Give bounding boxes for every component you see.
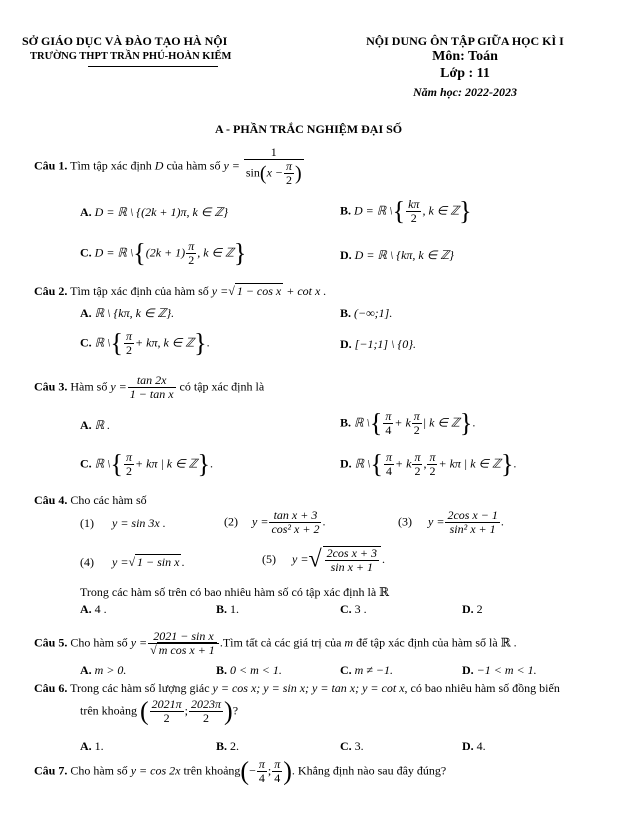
- school-underline: [88, 66, 218, 67]
- q4-option-d[interactable]: D. 2: [462, 602, 483, 616]
- question-1-fraction: 1 sin(x − $\frac{\pi}{2}$ ): [245, 145, 302, 188]
- q4-function-4: (4) y =√ 1 − sin x .: [80, 555, 185, 569]
- q2-option-a[interactable]: A. ℝ \ {kπ, k ∈ ℤ}.: [80, 306, 175, 320]
- question-1-text: Tìm tập xác định: [70, 158, 152, 173]
- q5-option-d[interactable]: D. −1 < m < 1.: [462, 663, 537, 677]
- school-year: Năm học: 2022-2023: [413, 85, 517, 99]
- question-2: Câu 2. Tìm tập xác định của hàm số y =√ 1 − cos x + cot x .: [34, 284, 327, 298]
- q3-option-d[interactable]: D. ℝ \{ $\frac{\pi}{4}$ + k $\frac{\pi}{2}$ , $\frac{\pi}{2}$ + kπ | k ∈ ℤ}.: [340, 449, 517, 479]
- q3-option-b[interactable]: B. ℝ \{ $\frac{\pi}{4}$ + k $\frac{\pi}{2}$ | k ∈ ℤ}.: [340, 408, 476, 438]
- q4-function-2: (2) y = $\frac{\text{tan x + 3}}{\text{cos² x + 2}}$ .: [224, 508, 326, 537]
- q4-option-c[interactable]: C. 3 .: [340, 602, 367, 616]
- q4-function-5: (5) y =√ $\frac{\text{2cos x + 3}}{\text{sin x + 1}}$ .: [262, 546, 386, 575]
- q4-option-a[interactable]: A. 4 .: [80, 602, 107, 616]
- q6-option-c[interactable]: C. 3.: [340, 739, 364, 753]
- q2-option-c[interactable]: C. ℝ \{ $\frac{\pi}{2}$ + kπ, k ∈ ℤ}.: [80, 328, 210, 358]
- q1-option-a[interactable]: A. D = ℝ \ {(2k + 1)π, k ∈ ℤ}: [80, 205, 229, 219]
- question-4: Câu 4. Cho các hàm số: [34, 493, 147, 507]
- document-title: NỘI DUNG ÔN TẬP GIỮA HỌC KÌ I: [366, 34, 564, 48]
- q3-option-c[interactable]: C. ℝ \{ $\frac{\pi}{2}$ + kπ | k ∈ ℤ}.: [80, 449, 213, 479]
- q6-option-b[interactable]: B. 2.: [216, 739, 240, 753]
- question-3: Câu 3. Hàm số y = $\frac{\tan 2x}{\text{1 − tan x}}$ có tập xác định là: [34, 373, 265, 402]
- q4-function-3: (3) y = $\frac{\text{2cos x − 1}}{\text{sin² x + 1}}$ .: [398, 508, 504, 537]
- q4-function-1: (1) y = sin 3x .: [80, 516, 166, 530]
- grade: Lớp : 11: [440, 66, 490, 81]
- q5-option-c[interactable]: C. m ≠ −1.: [340, 663, 394, 677]
- school-name: TRƯỜNG THPT TRẦN PHÚ-HOÀN KIẾM: [30, 51, 232, 62]
- q1-option-b[interactable]: B. D = ℝ \{ $\frac{k\pi}{2}$ , k ∈ ℤ}: [340, 196, 472, 226]
- q3-option-a[interactable]: A. ℝ .: [80, 418, 111, 432]
- q6-option-d[interactable]: D. 4.: [462, 739, 486, 753]
- subject: Môn: Toán: [432, 49, 498, 64]
- q1-option-d[interactable]: D. D = ℝ \ {kπ, k ∈ ℤ}: [340, 248, 454, 262]
- question-1: Câu 1. Tìm tập xác định D của hàm số y = 1 sin(x − $\frac{\pi}{2}$ ): [34, 145, 302, 188]
- question-6: Câu 6. Trong các hàm số lượng giác y = cos x; y = sin x; y = tan x; y = cot x, có bao nhiêu hàm số đồng biến: [34, 681, 560, 695]
- q5-option-b[interactable]: B. 0 < m < 1.: [216, 663, 282, 677]
- question-1-label: Câu 1.: [34, 158, 68, 173]
- q5-option-a[interactable]: A. m > 0.: [80, 663, 127, 677]
- question-7: Câu 7. Cho hàm số y = cos 2x trên khoảng(− $\frac{\pi}{4}$ ; $\frac{\pi}{4}$ ). Khẳng định nào sau đây đúng?: [34, 756, 447, 786]
- q1-option-c[interactable]: C. D = ℝ \{(2k + 1) $\frac{\pi}{2}$ , k ∈ ℤ}: [80, 238, 247, 268]
- question-6-interval: trên khoảng ( $\frac{2021\pi}{2}$ ; $\frac{2023\pi}{2}$ )?: [80, 696, 239, 726]
- section-title: A - PHẦN TRẮC NGHIỆM ĐẠI SỐ: [215, 122, 403, 136]
- q2-option-b[interactable]: B. (−∞;1].: [340, 306, 393, 320]
- question-5: Câu 5. Cho hàm số y = $\frac{\text{2021 − sin x}}{\text{√ m cos x + 1}}$ .Tìm tất cả các giá trị của m để tập xác định của hàm số là ℝ .: [34, 629, 517, 658]
- q2-option-d[interactable]: D. [−1;1] \ {0}.: [340, 337, 417, 351]
- department-name: SỞ GIÁO DỤC VÀ ĐÀO TẠO HÀ NỘI: [22, 34, 228, 48]
- q4-option-b[interactable]: B. 1.: [216, 602, 240, 616]
- q4-question: Trong các hàm số trên có bao nhiêu hàm số có tập xác định là ℝ: [80, 585, 390, 599]
- q6-option-a[interactable]: A. 1.: [80, 739, 104, 753]
